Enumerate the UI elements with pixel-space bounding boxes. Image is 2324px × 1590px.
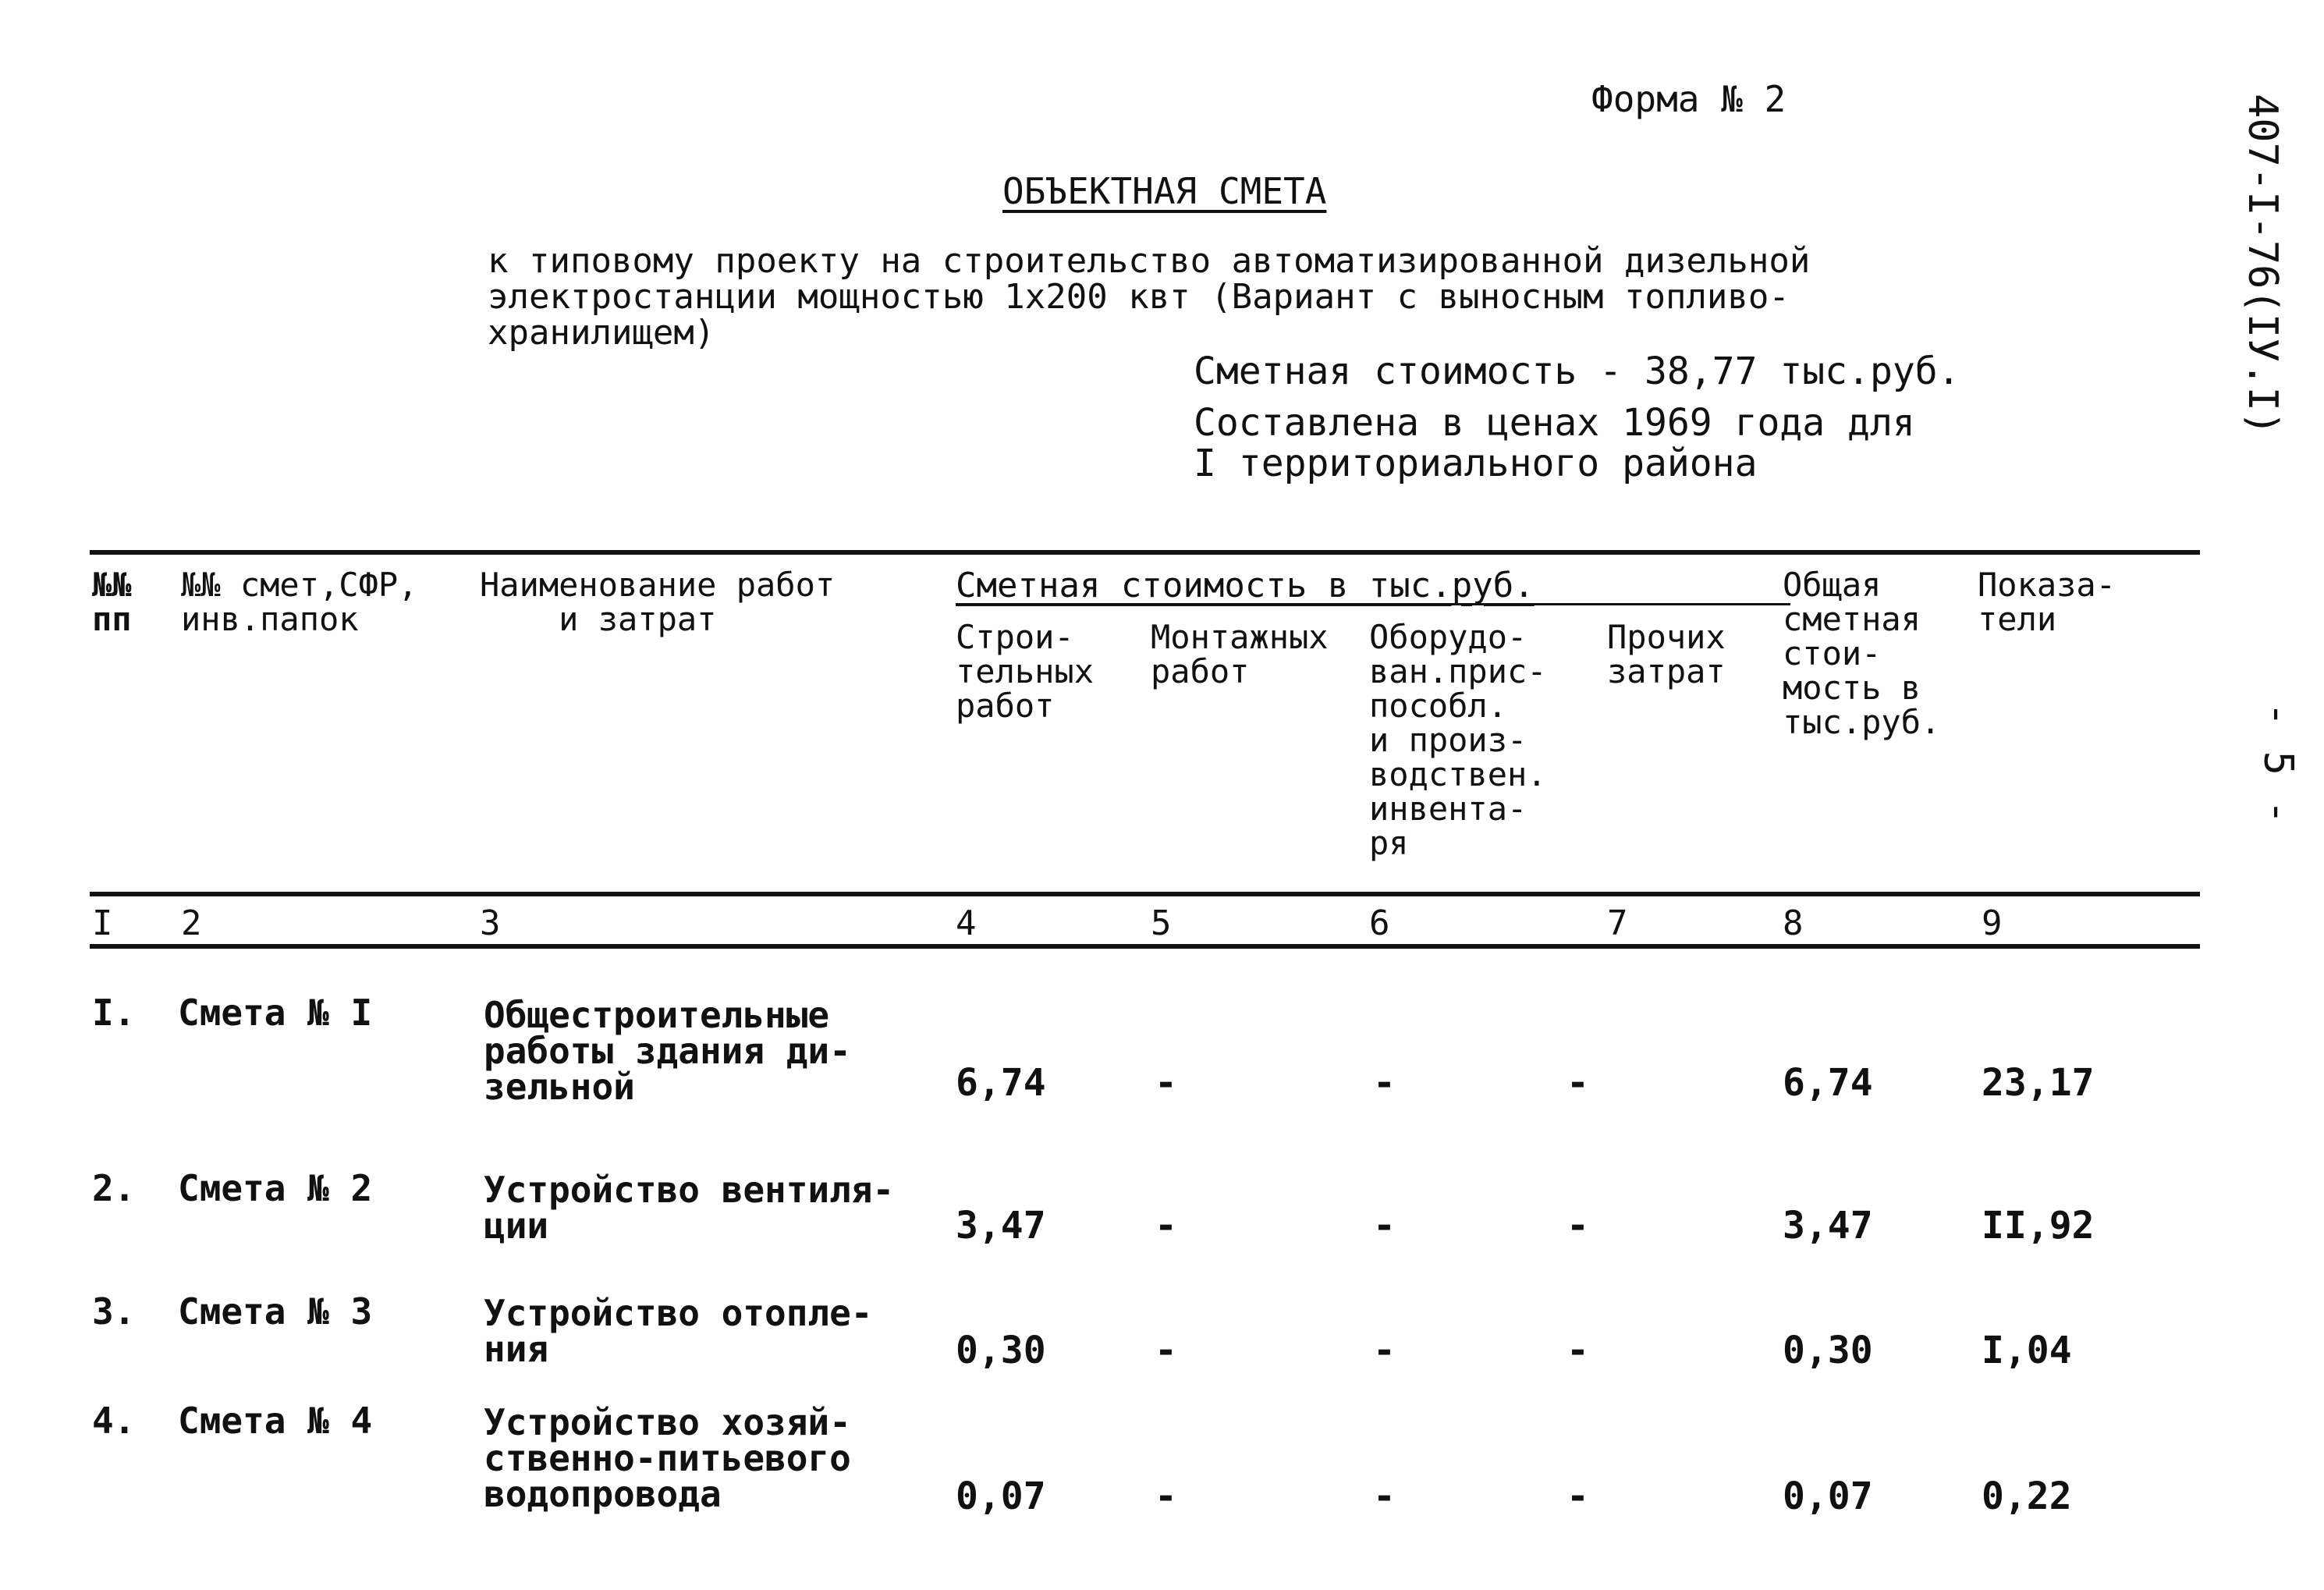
column-number: 7	[1607, 903, 1628, 943]
column-number: 9	[1982, 903, 2003, 943]
header-indicators: Показа- тели	[1978, 566, 2116, 638]
installation-cost: -	[1155, 1329, 1177, 1372]
installation-cost: -	[1155, 1061, 1177, 1105]
construction-cost: 0,07	[956, 1475, 1046, 1518]
total-cost: 6,74	[1783, 1061, 1873, 1105]
header-row-number: №№ пп	[92, 566, 132, 638]
indicator: 0,22	[1982, 1475, 2072, 1518]
other-cost: -	[1566, 1475, 1589, 1518]
header-other: Прочих затрат	[1607, 618, 1726, 690]
document-subtitle: к типовому проекту на строительство автоматизированной дизельной электростанции мощностью 1х200 квт (Вариант с выносным топливо- хранилищем)	[488, 241, 1811, 353]
installation-cost: -	[1155, 1204, 1177, 1248]
column-number: 5	[1151, 903, 1172, 943]
row-number: 2.	[92, 1167, 136, 1209]
work-name: Общестроительные работы здания ди- зельной	[484, 994, 851, 1108]
total-cost: 3,47	[1783, 1204, 1873, 1248]
work-name: Устройство хозяй- ственно-питьевого водопровода	[484, 1401, 851, 1515]
total-cost: 0,30	[1783, 1329, 1873, 1372]
indicator: II,92	[1982, 1204, 2095, 1248]
document-title: ОБЪЕКТНАЯ СМЕТА	[1002, 170, 1327, 212]
header-construction: Строи- тельных работ	[956, 618, 1095, 725]
row-number: I.	[92, 992, 136, 1034]
column-number: 2	[181, 903, 202, 943]
estimate-number: Смета № 4	[178, 1400, 373, 1442]
column-number: 6	[1369, 903, 1390, 943]
work-name: Устройство вентиля- ции	[484, 1169, 895, 1247]
equipment-cost: -	[1373, 1329, 1396, 1372]
construction-cost: 0,30	[956, 1329, 1046, 1372]
column-numbers-rule	[90, 944, 2200, 949]
header-installation: Монтажных работ	[1151, 618, 1329, 690]
column-number: 8	[1783, 903, 1804, 943]
other-cost: -	[1566, 1061, 1589, 1105]
other-cost: -	[1566, 1204, 1589, 1248]
page-number: - 5 -	[2255, 702, 2301, 825]
form-number: Форма № 2	[1591, 78, 1786, 120]
column-number: I	[92, 903, 113, 943]
table-top-rule	[90, 550, 2200, 555]
work-name: Устройство отопле- ния	[484, 1292, 873, 1370]
other-cost: -	[1566, 1329, 1589, 1372]
estimated-cost: Сметная стоимость - 38,77 тыс.руб.	[1194, 350, 1960, 393]
header-total: Общая сметная стои- мость в тыс.руб.	[1783, 566, 1941, 741]
construction-cost: 3,47	[956, 1204, 1046, 1248]
estimate-number: Смета № 2	[178, 1167, 373, 1209]
column-number: 4	[956, 903, 977, 943]
equipment-cost: -	[1373, 1475, 1396, 1518]
total-cost: 0,07	[1783, 1475, 1873, 1518]
equipment-cost: -	[1373, 1204, 1396, 1248]
side-document-code: 407-I-76(IУ.I)	[2239, 94, 2286, 436]
indicator: I,04	[1982, 1329, 2072, 1372]
header-cost-group: Сметная стоимость в тыс.руб.	[956, 566, 1535, 605]
estimate-number: Смета № I	[178, 992, 373, 1034]
column-number: 3	[480, 903, 501, 943]
row-number: 4.	[92, 1400, 136, 1442]
header-bottom-rule	[90, 892, 2200, 896]
construction-cost: 6,74	[956, 1061, 1046, 1105]
header-estimate-number: №№ смет,СФР, инв.папок	[181, 566, 418, 638]
row-number: 3.	[92, 1290, 136, 1333]
header-equipment: Оборудо- ван.прис- пособл. и произ- водствен. инвента- ря	[1369, 618, 1547, 862]
indicator: 23,17	[1982, 1061, 2095, 1105]
estimate-number: Смета № 3	[178, 1290, 373, 1333]
equipment-cost: -	[1373, 1061, 1396, 1105]
installation-cost: -	[1155, 1475, 1177, 1518]
prices-note: Составлена в ценах 1969 года для I территориального района	[1194, 401, 1915, 485]
header-work-name: Наименование работ и затрат	[480, 566, 836, 638]
